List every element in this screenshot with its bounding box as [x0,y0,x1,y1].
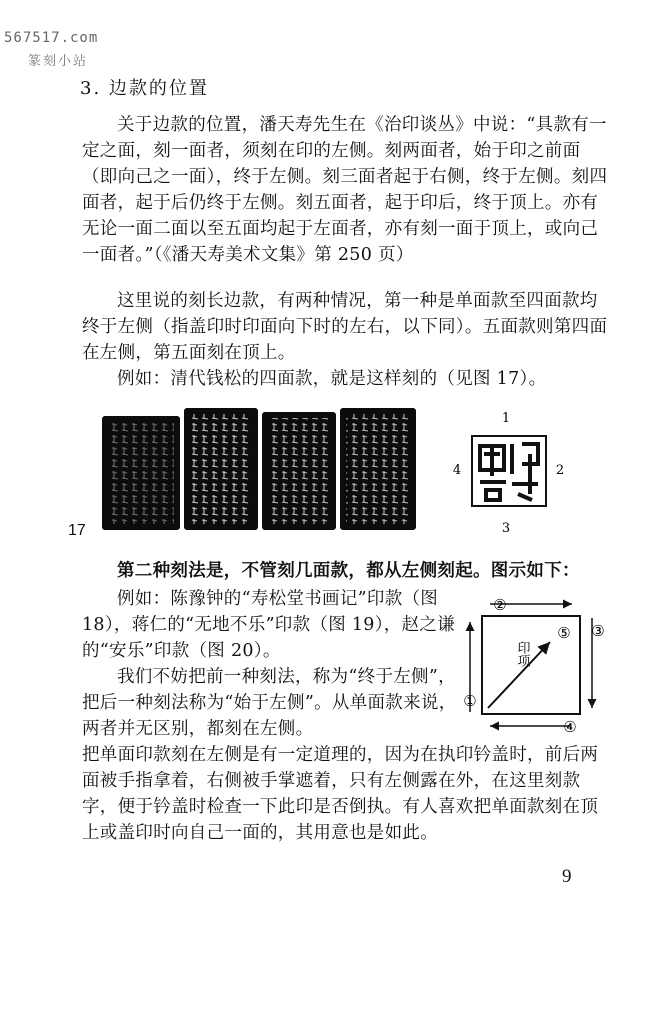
page-number: 9 [562,866,572,887]
diagram-mark-2: ② [493,596,507,614]
section-title: 3. 边款的位置 [80,78,209,99]
rubbing-strip-4 [340,408,416,530]
diagram-mark-4: ④ [563,718,577,736]
paragraph-1: 关于边款的位置，潘天寿先生在《治印谈丛》中说：“具款有一定之面，刻一面者，须刻在印的左侧。刻两面者，始于印之前面（即向己之一面），终于左侧。刻三面者起于右侧，终于左侧。刻四面者，起于后仍终于左侧。刻五面者，起于印后，终于顶上。亦有无论一面二面以至五面均起于左面者，亦有刻一面于顶上，或向己一面者。”（《潘天寿美术文集》第 250 页） [82,115,608,265]
figure-17 [60,398,620,548]
paragraph-3: 例如：清代钱松的四面款，就是这样刻的（见图 17）。 [117,369,547,389]
diagram-mark-5: ⑤ [557,624,571,642]
paragraph-7: 把单面印款刻在左侧是有一定道理的，因为在执印钤盖时，前后两面被手指拿着，右侧被手掌遮着，只有左侧露在外，在这里刻款字，便于钤盖时检查一下此印是否倒执。有人喜欢把单面款刻在顶上或盖印时向自己一面的，其用意也是如此。 [82,745,599,843]
paragraph-6: 我们不妨把前一种刻法，称为“终于左侧”，把后一种刻法称为“始于左侧”。从单面款来说，两者并无区别，都刻在左侧。 [82,667,457,739]
rubbing-strip-1 [102,416,180,530]
seal-impression [472,436,546,506]
figure-17-number: 17 [68,522,86,539]
paragraph-4: 第二种刻法是，不管刻几面款，都从左侧刻起。图示如下： [117,561,580,581]
watermark-site: 篆刻小站 [28,54,89,69]
seal-label-right: 2 [555,463,565,478]
seal-label-top: 1 [501,411,511,426]
diagram-center-text: 印项 [514,641,530,667]
engraving-order-diagram [460,596,610,746]
paragraph-2: 这里说的刻长边款，有两种情况，第一种是单面款至四面款均终于左侧（指盖印时印面向下时的左右，以下同）。五面款则第四面在左侧，第五面刻在顶上。 [82,291,608,363]
seal-label-bottom: 3 [501,521,511,536]
rubbing-strip-3 [262,412,336,530]
watermark-url: 567517.com [4,30,99,46]
seal-label-left: 4 [452,463,462,478]
diagram-mark-1: ① [463,692,477,710]
rubbing-strip-2 [184,408,258,530]
paragraph-5: 例如：陈豫钟的“寿松堂书画记”印款（图18），蒋仁的“无地不乐”印款（图 19），赵之谦的“安乐”印款（图 20）。 [82,589,455,661]
diagram-mark-3: ③ [591,622,605,640]
